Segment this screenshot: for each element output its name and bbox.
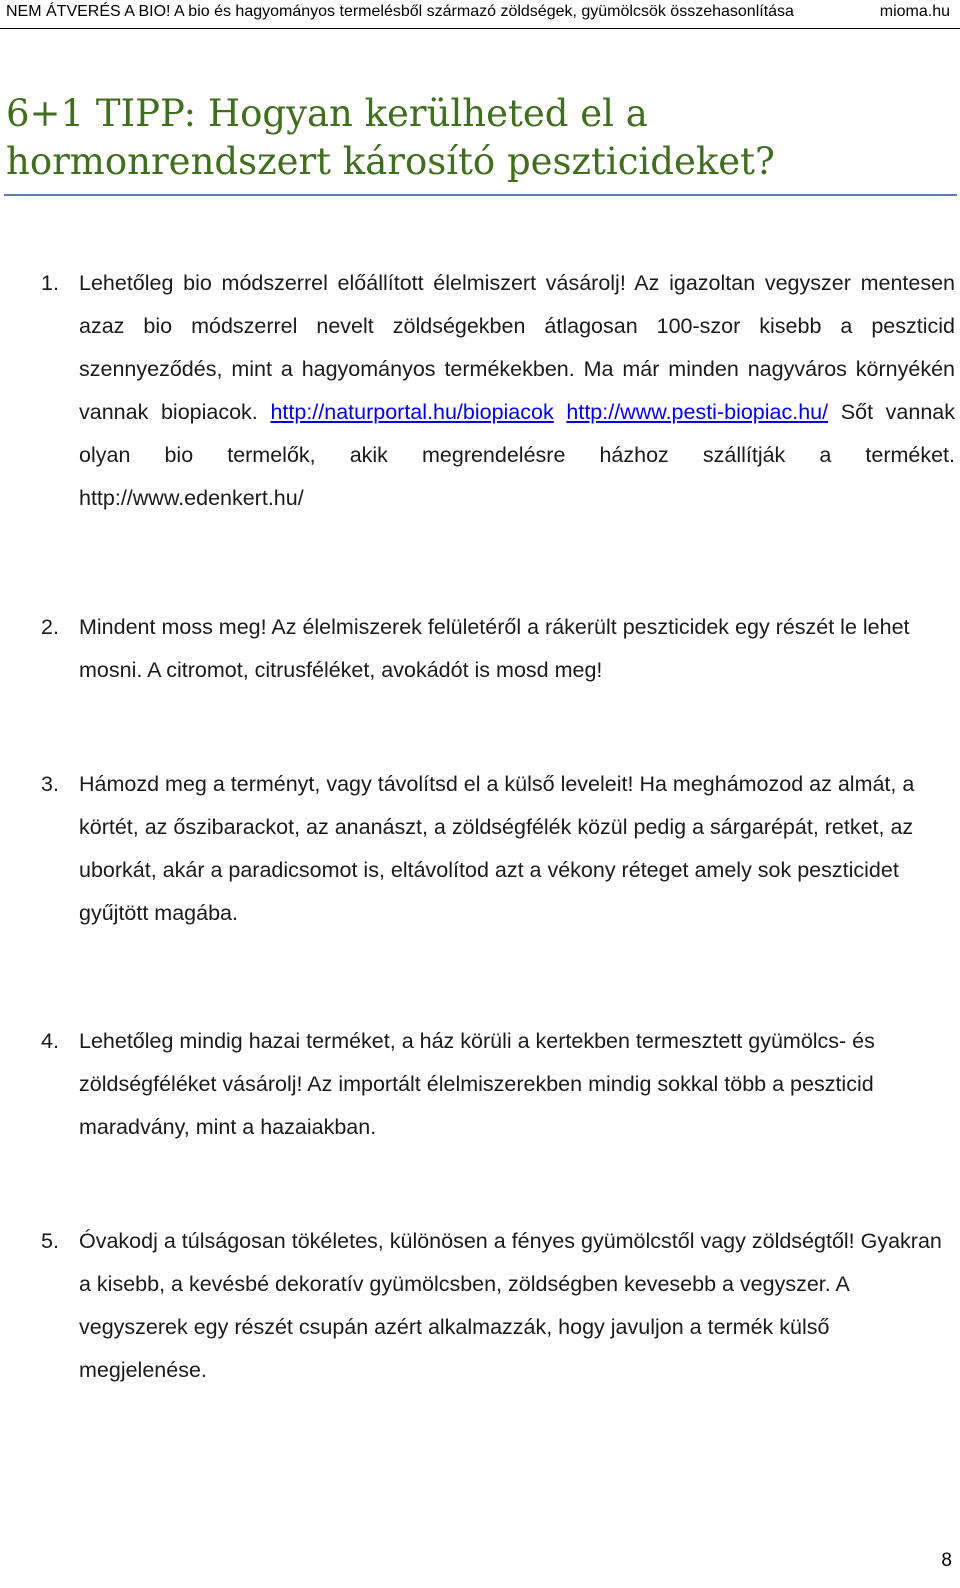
- naturportal-link[interactable]: http://naturportal.hu/biopiacok: [270, 400, 554, 424]
- tip-text: Hámozd meg a terményt, vagy távolítsd el a külső leveleit! Ha meghámozod az almát, a körtét, az őszibarackot, az ananászt, a zöldségfélék közül pedig a sárgarépát, retket, az uborkát, akár a paradicsomot is, eltávolítod azt a vékony réteget amely sok peszticidet gyűjtött magába.: [79, 772, 915, 925]
- tip-item-4: [41, 1020, 955, 1149]
- tip-number: 4.: [41, 1029, 59, 1053]
- tip-item-1: [41, 262, 955, 520]
- tip-text: Óvakodj a túlságosan tökéletes, különösen a fényes gyümölcstől vagy zöldségtől! Gyakran a kisebb, a kevésbé dekoratív gyümölcsben, zöldségben kevesebb a vegyszer. A vegyszerek egy részét csupán azért alkalmazzák, hogy javuljon a termék külső megjelenése.: [79, 1229, 942, 1382]
- title-underline-rule: [4, 194, 957, 196]
- tip-text-intro: Lehetőleg bio módszerrel előállított élelmiszert vásárolj! Az igazoltan vegyszer mentesen azaz bio módszerrel nevelt zöldségekben átlagosan 100-szor kisebb a peszticid szennyeződés, mint a hagyományos termékekben. Ma már minden nagyváros környékén vannak biopiacok.: [79, 271, 955, 424]
- tip-text: [79, 262, 955, 520]
- tip-text-outro: Sőt vannak olyan bio termelők, akik megrendelésre házhoz szállítják a terméket. http://www.edenkert.hu/: [79, 400, 956, 510]
- tip-text: Lehetőleg mindig hazai terméket, a ház körüli a kertekben termesztett gyümölcs- és zöldségféléket vásárolj! Az importált élelmiszerekben mindig sokkal több a peszticid maradvány, mint a hazaiakban.: [79, 1029, 875, 1139]
- tip-item-2: [41, 606, 955, 692]
- tip-number: 1.: [41, 271, 59, 295]
- running-header: [0, 0, 960, 29]
- header-site-name: mioma.hu: [879, 3, 950, 20]
- tip-item-3: [41, 763, 955, 935]
- pesti-biopiac-link[interactable]: http://www.pesti-biopiac.hu/: [566, 400, 829, 424]
- header-document-title: NEM ÁTVERÉS A BIO! A bio és hagyományos termelésből származó zöldségek, gyümölcsök összehasonlítása: [6, 3, 794, 20]
- tip-item-5: [41, 1220, 955, 1392]
- page-number: 8: [941, 1550, 952, 1571]
- tip-number: 2.: [41, 615, 59, 639]
- page-title: 6+1 TIPP: Hogyan kerülheted el a hormonrendszert károsító peszticideket?: [6, 92, 775, 183]
- tip-number: 5.: [41, 1229, 59, 1253]
- tip-text: Mindent moss meg! Az élelmiszerek felületéről a rákerült peszticidek egy részét le lehet mosni. A citromot, citrusféléket, avokádót is mosd meg!: [79, 615, 910, 682]
- tip-number: 3.: [41, 772, 59, 796]
